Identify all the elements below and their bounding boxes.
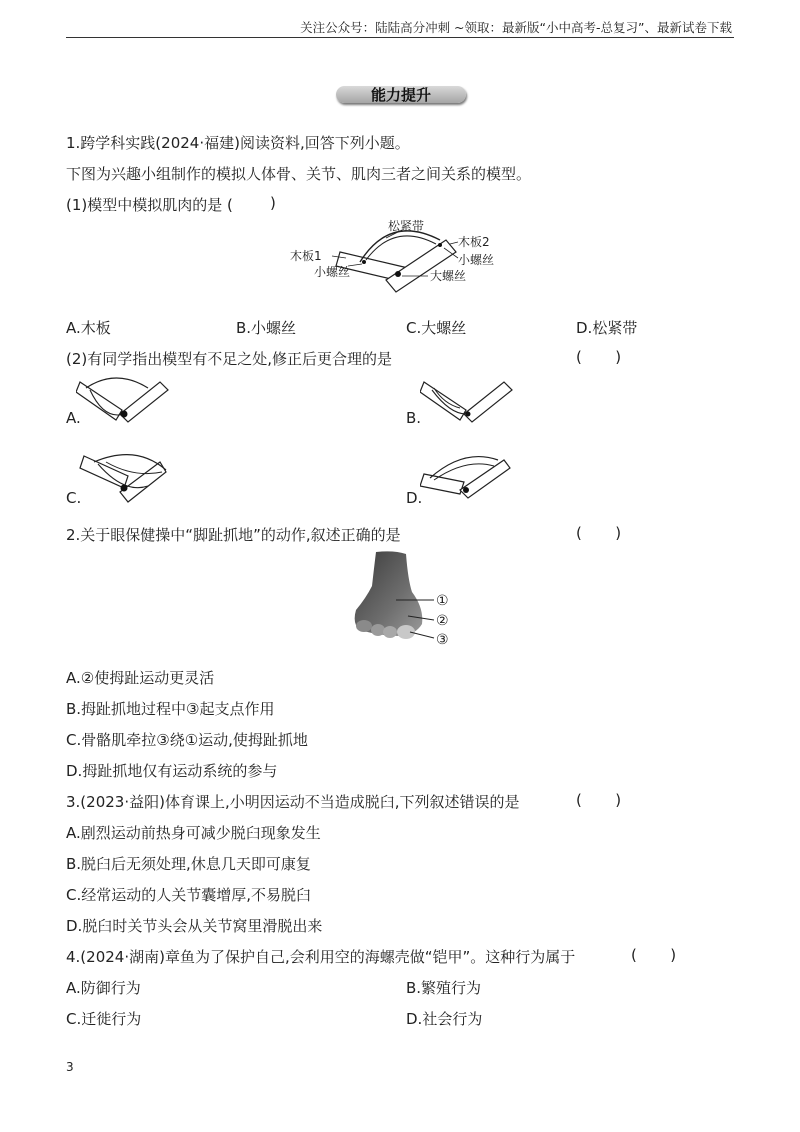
section-title: 能力提升	[370, 86, 431, 104]
option-b-figure	[420, 374, 520, 428]
label-2: ②	[436, 613, 449, 629]
q1-option-c: C.大螺丝	[406, 319, 467, 337]
page-header	[0, 0, 800, 40]
joint-model-figure	[290, 218, 520, 298]
q3-stem: 3.(2023·益阳)体育课上,小明因运动不当造成脱臼,下列叙述错误的是	[66, 793, 520, 811]
label-small-screw-right: 小螺丝	[458, 253, 495, 267]
option-d-figure	[420, 448, 520, 504]
q1-sub1-stem: (1)模型中模拟肌肉的是 (	[66, 196, 233, 214]
q1-sub2-stem: (2)有同学指出模型有不足之处,修正后更合理的是	[66, 350, 393, 368]
label-board-1: 木板1	[290, 249, 322, 263]
q1-sub2-answer-paren: ( )	[576, 348, 622, 366]
q1-stem: 1.跨学科实践(2024·福建)阅读资料,回答下列小题。	[66, 134, 410, 152]
q2-answer-paren: ( )	[576, 524, 622, 542]
q1-option-d: D.松紧带	[576, 319, 638, 337]
q4-stem: 4.(2024·湖南)章鱼为了保护自己,会利用空的海螺壳做“铠甲”。这种行为属于	[66, 948, 576, 966]
q1-option-a: A.木板	[66, 319, 111, 337]
label-band: 松紧带	[388, 219, 425, 233]
toe-grip-figure	[350, 550, 460, 650]
q1-option-b: B.小螺丝	[236, 319, 297, 337]
big-screw	[395, 271, 401, 277]
q3-answer-paren: ( )	[576, 791, 622, 809]
q2-stem: 2.关于眼保健操中“脚趾抓地”的动作,叙述正确的是	[66, 526, 401, 544]
small-screw-left	[362, 260, 366, 264]
q1-sub2-option-c-label: C.	[66, 489, 82, 507]
q2-option-b: B.拇趾抓地过程中③起支点作用	[66, 700, 275, 718]
header-text: 关注公众号：陆陆高分冲刺 ~领取：最新版“小中高考-总复习”、最新试卷下载	[300, 20, 732, 35]
q1-sub2-option-b-label: B.	[406, 409, 422, 427]
q4-option-a: A.防御行为	[66, 979, 141, 997]
option-a-figure	[76, 374, 176, 428]
q3-option-d: D.脱臼时关节头会从关节窝里滑脱出来	[66, 917, 323, 935]
q4-option-c: C.迁徙行为	[66, 1010, 142, 1028]
page-number: 3	[66, 1060, 74, 1074]
q4-option-b: B.繁殖行为	[406, 979, 482, 997]
q2-option-c: C.骨骼肌牵拉③绕①运动,使拇趾抓地	[66, 731, 308, 749]
header-rule	[66, 37, 734, 38]
q1-description: 下图为兴趣小组制作的模拟人体骨、关节、肌肉三者之间关系的模型。	[66, 165, 532, 183]
q2-option-d: D.拇趾抓地仅有运动系统的参与	[66, 762, 278, 780]
q3-option-a: A.剧烈运动前热身可减少脱臼现象发生	[66, 824, 321, 842]
q1-sub2-option-a-label: A.	[66, 409, 81, 427]
label-1: ①	[436, 593, 449, 609]
label-board-2: 木板2	[458, 235, 490, 249]
option-c-figure	[76, 448, 176, 504]
section-title-badge	[336, 82, 466, 104]
label-small-screw-left: 小螺丝	[314, 265, 351, 279]
q2-option-a: A.②使拇趾运动更灵活	[66, 669, 215, 687]
small-screw-right	[438, 243, 442, 247]
q4-answer-paren: ( )	[631, 946, 677, 964]
label-3: ③	[436, 632, 449, 648]
q3-option-c: C.经常运动的人关节囊增厚,不易脱臼	[66, 886, 312, 904]
q4-option-d: D.社会行为	[406, 1010, 483, 1028]
q3-option-b: B.脱臼后无须处理,休息几天即可康复	[66, 855, 311, 873]
label-big-screw: 大螺丝	[430, 269, 467, 283]
q1-sub1-paren-close: )	[270, 194, 276, 212]
q1-sub2-option-d-label: D.	[406, 489, 423, 507]
